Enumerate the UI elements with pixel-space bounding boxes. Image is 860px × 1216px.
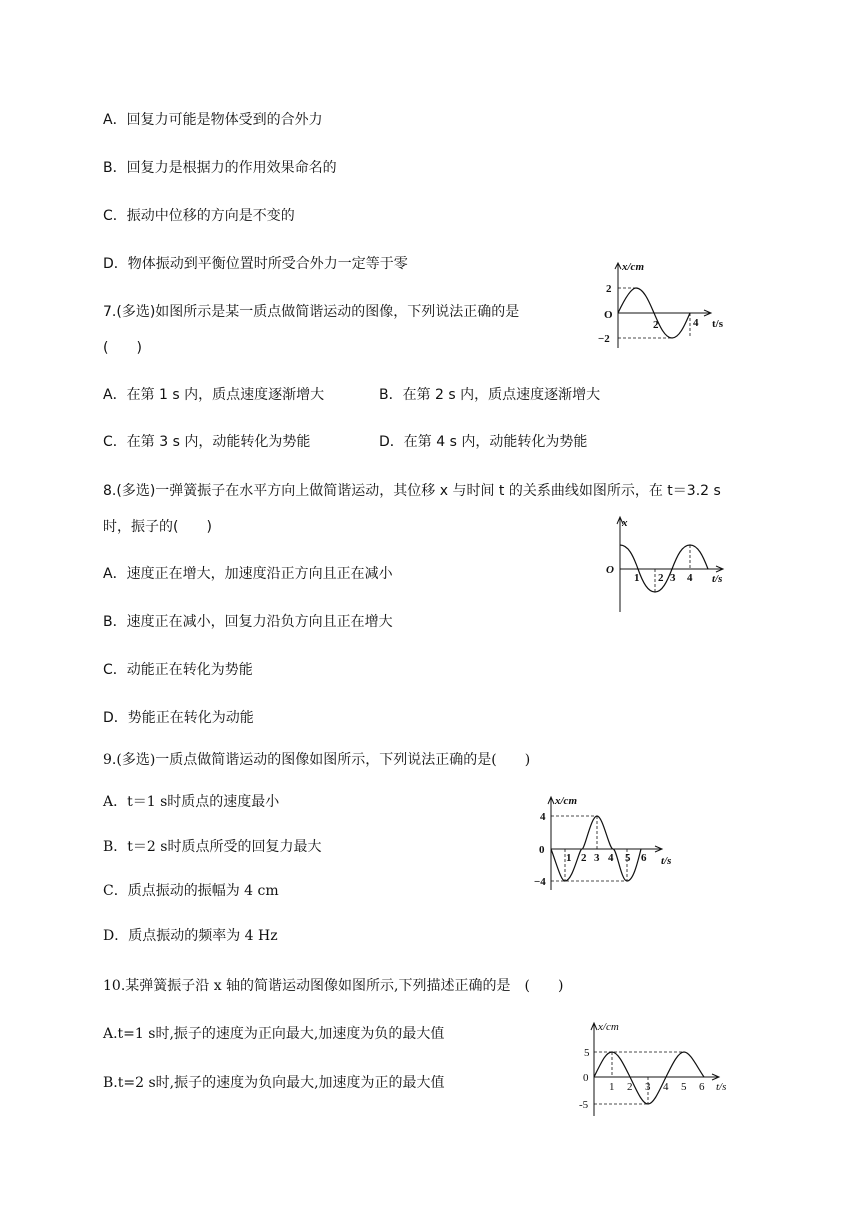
q7-x-tick-2: 2	[653, 319, 659, 331]
q9-option-b: B．t＝2 s时质点所受的回复力最大	[103, 839, 322, 855]
q9-option-c: C．质点振动的振幅为 4 cm	[103, 883, 279, 899]
q10-y-neg: -5	[579, 1099, 589, 1111]
q7-option-c: C．在第 3 s 内，动能转化为势能	[103, 434, 311, 450]
q10-y-pos: 5	[584, 1047, 590, 1059]
q8-tick-1: 1	[634, 572, 640, 584]
q8-option-b: B．速度正在减小，回复力沿负方向且正在增大	[103, 614, 393, 630]
q9-tick-5: 5	[625, 852, 631, 864]
q9-tick-2: 2	[581, 852, 587, 864]
q9-ylabel: x/cm	[555, 795, 577, 807]
q10-tick-2: 2	[627, 1081, 633, 1093]
q9-stem: 9.(多选)一质点做简谐运动的图像如图所示，下列说法正确的是( )	[103, 752, 531, 768]
q7-stem-line1: 7.(多选)如图所示是某一质点做简谐运动的图像，下列说法正确的是	[103, 304, 520, 320]
q6-option-d: D．物体振动到平衡位置时所受合外力一定等于零	[103, 256, 408, 272]
q10-option-a: A.t=1 s时,振子的速度为正向最大,加速度为负的最大值	[103, 1026, 445, 1042]
q9-tick-4: 4	[608, 852, 614, 864]
q6-option-c: C．振动中位移的方向是不变的	[103, 208, 295, 224]
q8-option-a: A．速度正在增大，加速度沿正方向且正在减小	[103, 566, 393, 582]
q7-y-pos: 2	[606, 283, 612, 295]
q9-xlabel: t/s	[661, 855, 672, 867]
q8-stem-line2: 时，振子的( )	[103, 519, 212, 535]
q7-origin: O	[604, 309, 613, 321]
q10-xlabel: t/s	[716, 1081, 727, 1093]
q7-option-b: B．在第 2 s 内，质点速度逐渐增大	[379, 387, 601, 403]
q10-tick-6: 6	[699, 1081, 705, 1093]
q10-graph	[578, 1020, 738, 1120]
q10-option-b: B.t=2 s时,振子的速度为负向最大,加速度为正的最大值	[103, 1075, 445, 1091]
q7-y-neg: −2	[598, 333, 610, 345]
q10-tick-5: 5	[681, 1081, 687, 1093]
q9-graph	[533, 790, 683, 900]
q8-option-d: D．势能正在转化为动能	[103, 710, 254, 726]
q8-xlabel: t/s	[712, 573, 723, 585]
q9-option-d: D．质点振动的频率为 4 Hz	[103, 928, 278, 944]
q7-ylabel: x/cm	[622, 261, 644, 273]
q6-option-b: B．回复力是根据力的作用效果命名的	[103, 160, 337, 176]
q9-option-a: A．t＝1 s时质点的速度最小	[103, 794, 280, 810]
q7-option-a: A．在第 1 s 内，质点速度逐渐增大	[103, 387, 325, 403]
q7-xlabel: t/s	[712, 318, 723, 330]
q10-origin: 0	[583, 1072, 589, 1084]
q10-stem: 10.某弹簧振子沿 x 轴的简谐运动图像如图所示,下列描述正确的是 ( )	[103, 978, 564, 994]
q8-tick-4: 4	[687, 572, 693, 584]
q8-tick-3: 3	[670, 572, 676, 584]
q7-stem-line2: ( )	[103, 340, 142, 356]
q6-option-a: A．回复力可能是物体受到的合外力	[103, 112, 323, 128]
q7-option-d: D．在第 4 s 内，动能转化为势能	[379, 434, 588, 450]
q7-x-tick-4: 4	[693, 317, 699, 329]
q10-tick-3: 3	[645, 1081, 651, 1093]
q8-origin: O	[606, 564, 614, 576]
q10-tick-1: 1	[609, 1081, 615, 1093]
q9-tick-1: 1	[566, 852, 572, 864]
q9-tick-6: 6	[641, 852, 647, 864]
q8-option-c: C．动能正在转化为势能	[103, 662, 253, 678]
q8-stem-line1: 8.(多选)一弹簧振子在水平方向上做简谐运动，其位移 x 与时间 t 的关系曲线如图所示，在 t＝3.2 s	[103, 483, 721, 499]
q9-y-neg: −4	[534, 876, 546, 888]
q8-ylabel: x	[622, 517, 628, 529]
q7-graph	[590, 256, 740, 356]
q10-ylabel: x/cm	[598, 1021, 619, 1033]
q10-tick-4: 4	[663, 1081, 669, 1093]
q9-y-pos: 4	[540, 811, 546, 823]
q10-sine-curve	[594, 1052, 704, 1104]
q9-tick-3: 3	[594, 852, 600, 864]
q9-origin: 0	[539, 844, 545, 856]
q8-tick-2: 2	[658, 572, 664, 584]
q8-graph	[600, 510, 750, 620]
